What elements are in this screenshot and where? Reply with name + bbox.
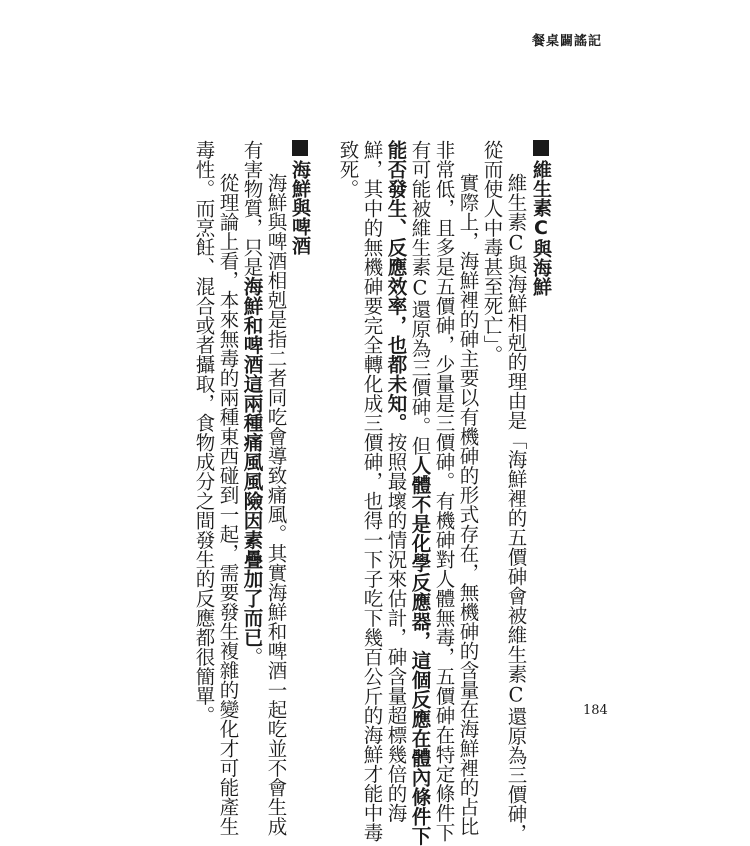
heading-square-marker-icon: [533, 140, 549, 156]
text-line: 從而使人中毒甚至死亡」。: [480, 140, 504, 365]
text-line: 有害物質，只是海鮮和啤酒這兩種痛風風險因素疊加了而已。: [240, 140, 264, 667]
text-line: 能否發生、反應效率，也都未知。按照最壞的情況來估計，砷含量超標幾倍的海: [384, 140, 408, 823]
text-line: 維生素C與海鮮相剋的理由是「海鮮裡的五價砷會被維生素C還原為三價砷，: [504, 173, 528, 843]
text-line: 實際上，海鮮裡的砷主要以有機砷的形式存在，無機砷的含量在海鮮裡的占比: [456, 173, 480, 836]
heading-square-marker-icon: [292, 140, 308, 156]
text-line: 從理論上看，本來無毒的兩種東西碰到一起，需要發生複雜的變化才可能產生: [216, 173, 240, 836]
text-line: 致死。: [336, 140, 360, 199]
text-line: 海鮮與啤酒相剋是指二者同吃會導致痛風。其實海鮮和啤酒一起吃並不會生成: [264, 173, 288, 836]
section-heading-beer: 海鮮與啤酒: [290, 140, 309, 255]
text-line: 毒性。而烹飪、混合或者攝取，食物成分之間發生的反應都很簡單。: [192, 140, 216, 725]
running-header: 餐桌闢謠記: [531, 34, 602, 49]
page-number: 184: [583, 703, 608, 718]
text-line: 鮮，其中的無機砷要完全轉化成三價砷，也得一下子吃下幾百公斤的海鮮才能中毒: [360, 140, 384, 842]
text-line: 非常低，且多是五價砷，少量是三價砷。有機砷對人體無毒，五價砷在特定條件下: [432, 140, 456, 842]
section-heading-vitamin-c: 維生素C與海鮮: [531, 140, 550, 296]
text-line: 有可能被維生素C還原為三價砷。但人體不是化學反應器，這個反應在體內條件下: [408, 140, 432, 846]
